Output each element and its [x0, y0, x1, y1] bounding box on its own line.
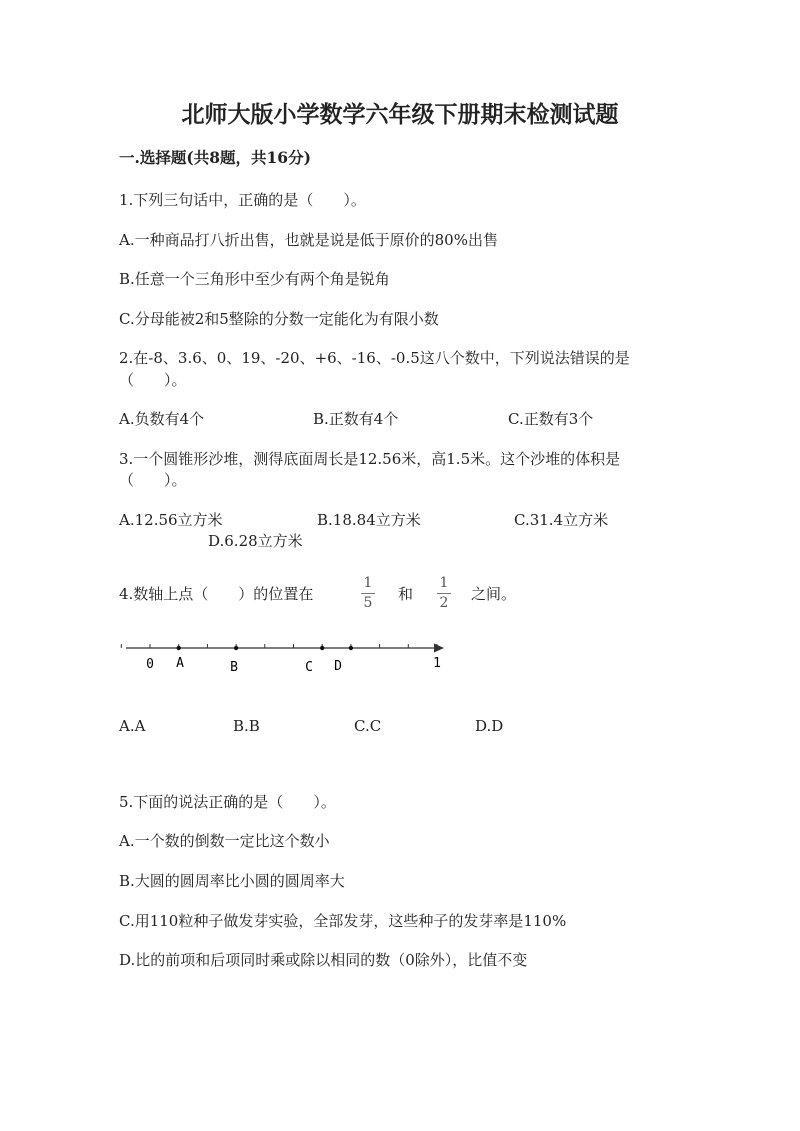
question-1-option-a[interactable]: A.一种商品打八折出售，也就是说是低于原价的80%出售: [119, 231, 498, 249]
question-5-option-b[interactable]: B.大圆的圆周率比小圆的圆周率大: [119, 872, 345, 890]
fraction-one-fifth-numerator: 1: [363, 575, 373, 591]
number-line-point-a: [177, 646, 181, 650]
question-2-stem-line1: 2.在-8、3.6、0、19、-20、+6、-16、-0.5这八个数中，下列说法错误的是: [119, 349, 630, 367]
question-1-stem: 1.下列三句话中，正确的是（ ）。: [119, 191, 366, 209]
question-5-option-a[interactable]: A.一个数的倒数一定比这个数小: [119, 832, 330, 850]
question-3-stem-line2: （ ）。: [119, 471, 187, 489]
number-line-arrow: [434, 644, 444, 653]
section-heading: 一.选择题(共8题，共16分): [119, 148, 311, 167]
number-line-label-b: B: [230, 660, 238, 675]
number-line-label-a: A: [176, 656, 184, 671]
fraction-one-fifth: [359, 575, 377, 612]
fraction-one-fifth-denominator: 5: [363, 595, 373, 611]
question-3-option-b[interactable]: B.18.84立方米: [317, 511, 421, 529]
question-2-option-a[interactable]: A.负数有4个: [119, 410, 205, 428]
number-line-label-1: 1: [433, 656, 441, 671]
question-3-option-a[interactable]: A.12.56立方米: [119, 511, 223, 529]
fraction-one-half: [435, 575, 453, 612]
question-3-option-d[interactable]: D.6.28立方米: [208, 532, 303, 550]
question-4-stem-b: 和: [398, 585, 414, 603]
question-2-stem-line2: （ ）。: [119, 371, 187, 389]
number-line-label-0: 0: [146, 657, 154, 672]
question-2-option-c[interactable]: C.正数有3个: [508, 410, 594, 428]
question-3-stem-line1: 3.一个圆锥形沙堆，测得底面周长是12.56米，高1.5米。这个沙堆的体积是: [119, 450, 621, 468]
question-4-stem-c: 之间。: [471, 585, 517, 603]
question-4-option-a[interactable]: A.A: [119, 717, 146, 735]
number-line-label-c: C: [305, 660, 313, 675]
fraction-bar: [437, 593, 451, 594]
question-4-option-b[interactable]: B.B: [233, 717, 260, 735]
number-line-point-b: [234, 646, 238, 650]
fraction-one-half-numerator: 1: [439, 575, 449, 591]
question-4-stem-a: 4.数轴上点（ ）的位置在: [119, 585, 314, 603]
page-title: 北师大版小学数学六年级下册期末检测试题: [181, 101, 619, 128]
question-5-option-d[interactable]: D.比的前项和后项同时乘或除以相同的数（0除外），比值不变: [119, 951, 528, 969]
question-4-option-d[interactable]: D.D: [475, 717, 504, 735]
question-2-option-b[interactable]: B.正数有4个: [313, 410, 399, 428]
question-1-option-c[interactable]: C.分母能被2和5整除的分数一定能化为有限小数: [119, 310, 439, 328]
question-1-option-b[interactable]: B.任意一个三角形中至少有两个角是锐角: [119, 270, 390, 288]
number-line: [120, 636, 450, 680]
number-line-point-d: [349, 646, 353, 650]
number-line-point-c: [320, 646, 324, 650]
number-line-label-d: D: [334, 659, 342, 674]
question-5-option-c[interactable]: C.用110粒种子做发芽实验，全部发芽，这些种子的发芽率是110%: [119, 912, 567, 930]
fraction-bar: [361, 593, 375, 594]
question-5-stem: 5.下面的说法正确的是（ ）。: [119, 793, 336, 811]
question-3-option-c[interactable]: C.31.4立方米: [514, 511, 609, 529]
question-4-option-c[interactable]: C.C: [354, 717, 382, 735]
fraction-one-half-denominator: 2: [439, 595, 449, 611]
